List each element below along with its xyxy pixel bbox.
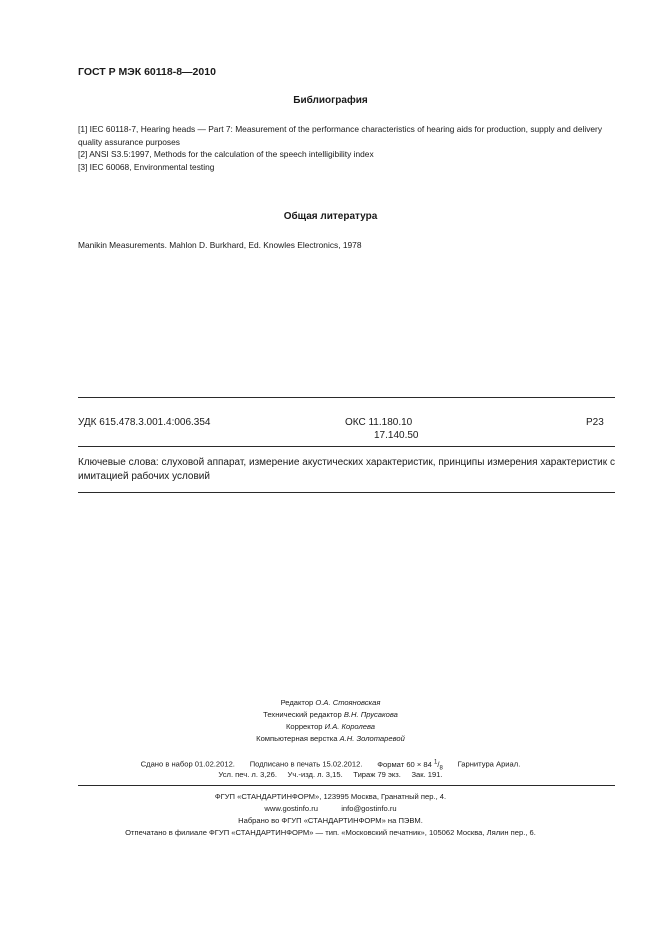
editor-name: О.А. Стояновская	[315, 698, 381, 707]
bibliography-item-text: IEC 60118-7, Hearing heads — Part 7: Measurement of the performance characteristics of hearing aids for production, supply and delivery quality assurance purposes	[78, 124, 603, 147]
printing-note: Отпечатано в филиале ФГУП «СТАНДАРТИНФОРМ» — тип. «Московский печатник», 105062 Москва, Лялин пер., 6.	[125, 828, 536, 837]
top-divider	[78, 397, 615, 398]
bibliography-item-2	[78, 148, 618, 161]
publishing-sheets: Уч.-изд. л. 3,15.	[287, 770, 343, 779]
middle-divider	[78, 446, 615, 447]
corrector-name: И.А. Королева	[324, 722, 376, 731]
imprint-editor	[0, 697, 661, 710]
keywords: Ключевые слова: слуховой аппарат, измерение акустических характеристик, принципы измерения характеристик с имитацией рабочих условий	[78, 457, 615, 482]
oks-code-2: 17.140.50	[374, 430, 419, 441]
corrector-label: Корректор	[285, 722, 323, 731]
oks-code-1: ОКС 11.180.10	[345, 417, 413, 428]
editor-label: Редактор	[280, 698, 314, 707]
publisher-website: www.gostinfo.ru	[264, 804, 318, 813]
imprint-tech-editor	[0, 709, 661, 722]
publisher-contacts	[0, 803, 661, 816]
bibliography-item-1	[78, 123, 618, 148]
layout-label: Компьютерная верстка	[256, 734, 338, 743]
general-literature-title: Общая литература	[283, 211, 378, 222]
print-run: Тираж 79 экз.	[353, 770, 401, 779]
standard-designation: ГОСТ Р МЭК 60118-8—2010	[78, 66, 216, 78]
udk-code: УДК 615.478.3.001.4:006.354	[78, 417, 211, 428]
keywords-divider	[78, 492, 615, 493]
print-sheets: Усл. печ. л. 3,26.	[218, 770, 277, 779]
layout-name: А.Н. Золотаревой	[339, 734, 405, 743]
signed-date: Подписано в печать 15.02.2012.	[249, 759, 363, 769]
typesetting-note: Набрано во ФГУП «СТАНДАРТИНФОРМ» на ПЭВМ.	[238, 816, 423, 825]
imprint-layout	[0, 733, 661, 746]
publisher-email: info@gostinfo.ru	[341, 804, 397, 813]
order-number: Зак. 191.	[411, 770, 443, 779]
bibliography-item-number: [2]	[78, 149, 88, 159]
tech-editor-name: В.Н. Прусакова	[343, 710, 398, 719]
typeface: Гарнитура Ариал.	[457, 759, 521, 769]
bibliography-title: Библиография	[293, 95, 368, 106]
imprint-corrector	[0, 721, 661, 734]
imprint-divider	[78, 785, 615, 786]
tech-editor-label: Технический редактор	[263, 710, 342, 719]
bibliography-item-text: ANSI S3.5:1997, Methods for the calculation of the speech intelligibility index	[89, 149, 374, 159]
bibliography-item-text: IEC 60068, Environmental testing	[89, 162, 215, 172]
classification-code: Р23	[586, 417, 604, 428]
bibliography-item-3	[78, 161, 618, 174]
typeset-date: Сдано в набор 01.02.2012.	[140, 759, 235, 769]
imprint-print-line-2	[0, 769, 661, 782]
publisher-address: ФГУП «СТАНДАРТИНФОРМ», 123995 Москва, Гранатный пер., 4.	[214, 792, 447, 801]
bibliography-item-number: [1]	[78, 124, 88, 134]
format: Формат 60 × 84 $^1/_8$	[377, 759, 443, 772]
bibliography-item-number: [3]	[78, 162, 88, 172]
general-literature-text: Manikin Measurements. Mahlon D. Burkhard, Ed. Knowles Electronics, 1978	[78, 240, 362, 250]
